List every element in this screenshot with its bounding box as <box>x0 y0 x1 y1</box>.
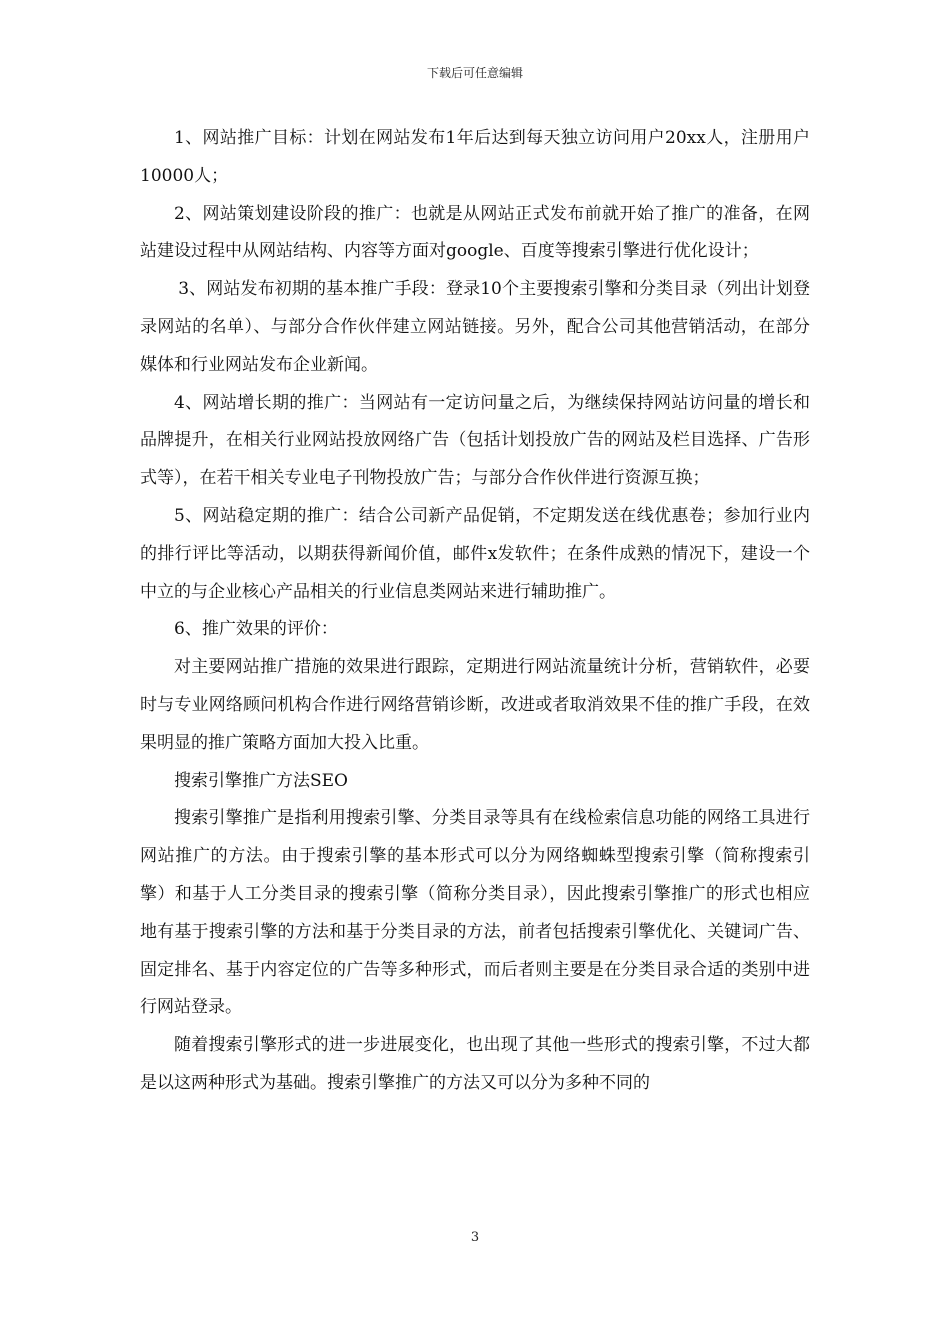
page-header: 下载后可任意编辑 <box>426 66 523 80</box>
document-body <box>140 120 810 1103</box>
section-heading-seo: 搜索引擎推广方法SEO <box>174 770 348 791</box>
page-number: 3 <box>470 1230 480 1245</box>
paragraph-planning-stage: 2、网站策划建设阶段的推广：也就是从网站正式发布前就开始了推广的准备，在网站建设过程中从网站结构、内容等方面对google、百度等搜索引擎进行优化设计； <box>140 203 810 262</box>
paragraph-launch-stage: 3、网站发布初期的基本推广手段：登录10个主要搜索引擎和分类目录（列出计划登录网站的名单）、与部分合作伙伴建立网站链接。另外，配合公司其他营销活动，在部分媒体和行业网站发布企业新闻。 <box>140 279 810 375</box>
paragraph-evaluation: 对主要网站推广措施的效果进行跟踪，定期进行网站流量统计分析，营销软件，必要时与专业网络顾问机构合作进行网络营销诊断，改进或者取消效果不佳的推广手段，在效果明显的推广策略方面加大投入比重。 <box>140 657 810 753</box>
paragraph-seo-development: 随着搜索引擎形式的进一步进展变化，也出现了其他一些形式的搜索引擎，不过大都是以这两种形式为基础。搜索引擎推广的方法又可以分为多种不同的 <box>140 1035 810 1093</box>
paragraph-goal: 1、网站推广目标：计划在网站发布1年后达到每天独立访问用户20xx人，注册用户10000人； <box>140 128 810 186</box>
paragraph-evaluation-heading: 6、推广效果的评价： <box>174 619 338 640</box>
paragraph-growth-stage: 4、网站增长期的推广：当网站有一定访问量之后，为继续保持网站访问量的增长和品牌提升，在相关行业网站投放网络广告（包括计划投放广告的网站及栏目选择、广告形式等），在若干相关专业电子刊物投放广告；与部分合作伙伴进行资源互换； <box>140 392 810 489</box>
paragraph-seo-definition: 搜索引擎推广是指利用搜索引擎、分类目录等具有在线检索信息功能的网络工具进行网站推广的方法。由于搜索引擎的基本形式可以分为网络蜘蛛型搜索引擎（简称搜索引擎）和基于人工分类目录的搜索引擎（简称分类目录），因此搜索引擎推广的形式也相应地有基于搜索引擎的方法和基于分类目录的方法，前者包括搜索引擎优化、关键词广告、固定排名、基于内容定位的广告等多种形式，而后者则主要是在分类目录合适的类别中进行网站登录。 <box>140 808 810 1018</box>
paragraph-stable-stage: 5、网站稳定期的推广：结合公司新产品促销，不定期发送在线优惠卷；参加行业内的排行评比等活动，以期获得新闻价值，邮件x发软件；在条件成熟的情况下，建设一个中立的与企业核心产品相关的行业信息类网站来进行辅助推广。 <box>140 505 810 602</box>
